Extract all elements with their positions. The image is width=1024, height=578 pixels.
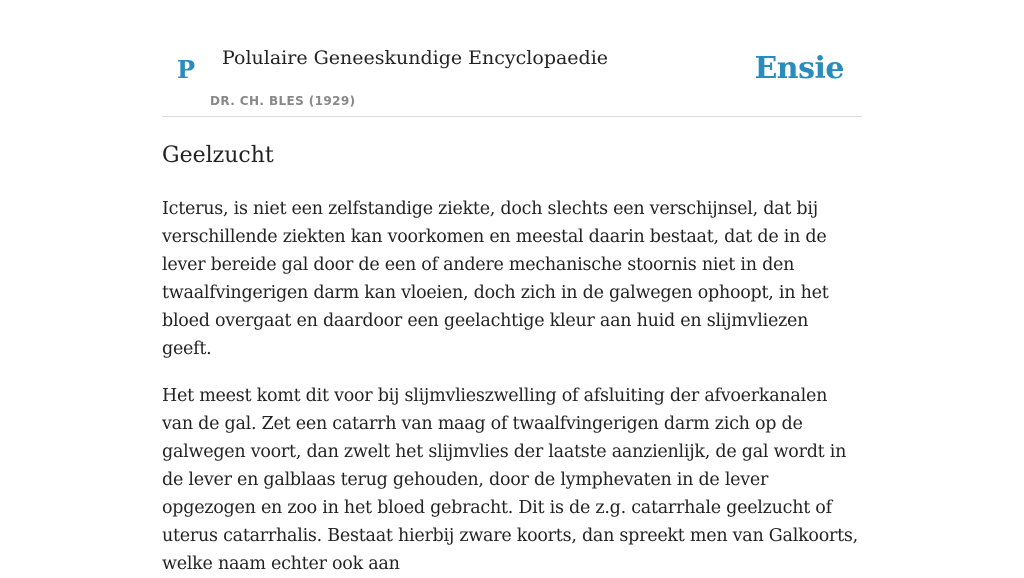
- article-title: Geelzucht: [162, 143, 274, 168]
- author-label: DR. CH. BLES (1929): [210, 94, 356, 108]
- book-title-link[interactable]: Polulaire Geneeskundige Encyclopaedie: [222, 47, 609, 69]
- article-paragraph: Het meest komt dit voor bij slijmvlieszwelling of afsluiting der afvoerkanalen van de gal. Zet een catarrh van maag of twaalfvingerigen darm zich op de galwegen voort, dan zwelt het slijmvlies der laatste aanzienlijk, de gal wordt in de lever en galblaas terug gehouden, door de lymphevaten in de lever opgezogen en zoo in het bloed gebracht. Dit is de z.g. catarrhale geelzucht of uterus catarrhalis. Bestaat hierbij zware koorts, dan spreekt men van Galkoorts, welke naam echter ook aan: [162, 386, 858, 574]
- header: [162, 0, 862, 117]
- ensie-logo[interactable]: Ensie: [754, 51, 844, 86]
- page-container: [162, 0, 862, 578]
- book-logo[interactable]: P: [177, 55, 196, 84]
- article-paragraph: Icterus, is niet een zelfstandige ziekte, doch slechts een verschijnsel, dat bij verschillende ziekten kan voorkomen en meestal daarin bestaat, dat de in de lever bereide gal door de een of andere mechanische stoornis niet in den twaalfvingerigen darm kan vloeien, doch zich in de galwegen ophoopt, in het bloed overgaat en daardoor een geelachtige kleur aan huid en slijmvliezen geeft.: [162, 199, 829, 359]
